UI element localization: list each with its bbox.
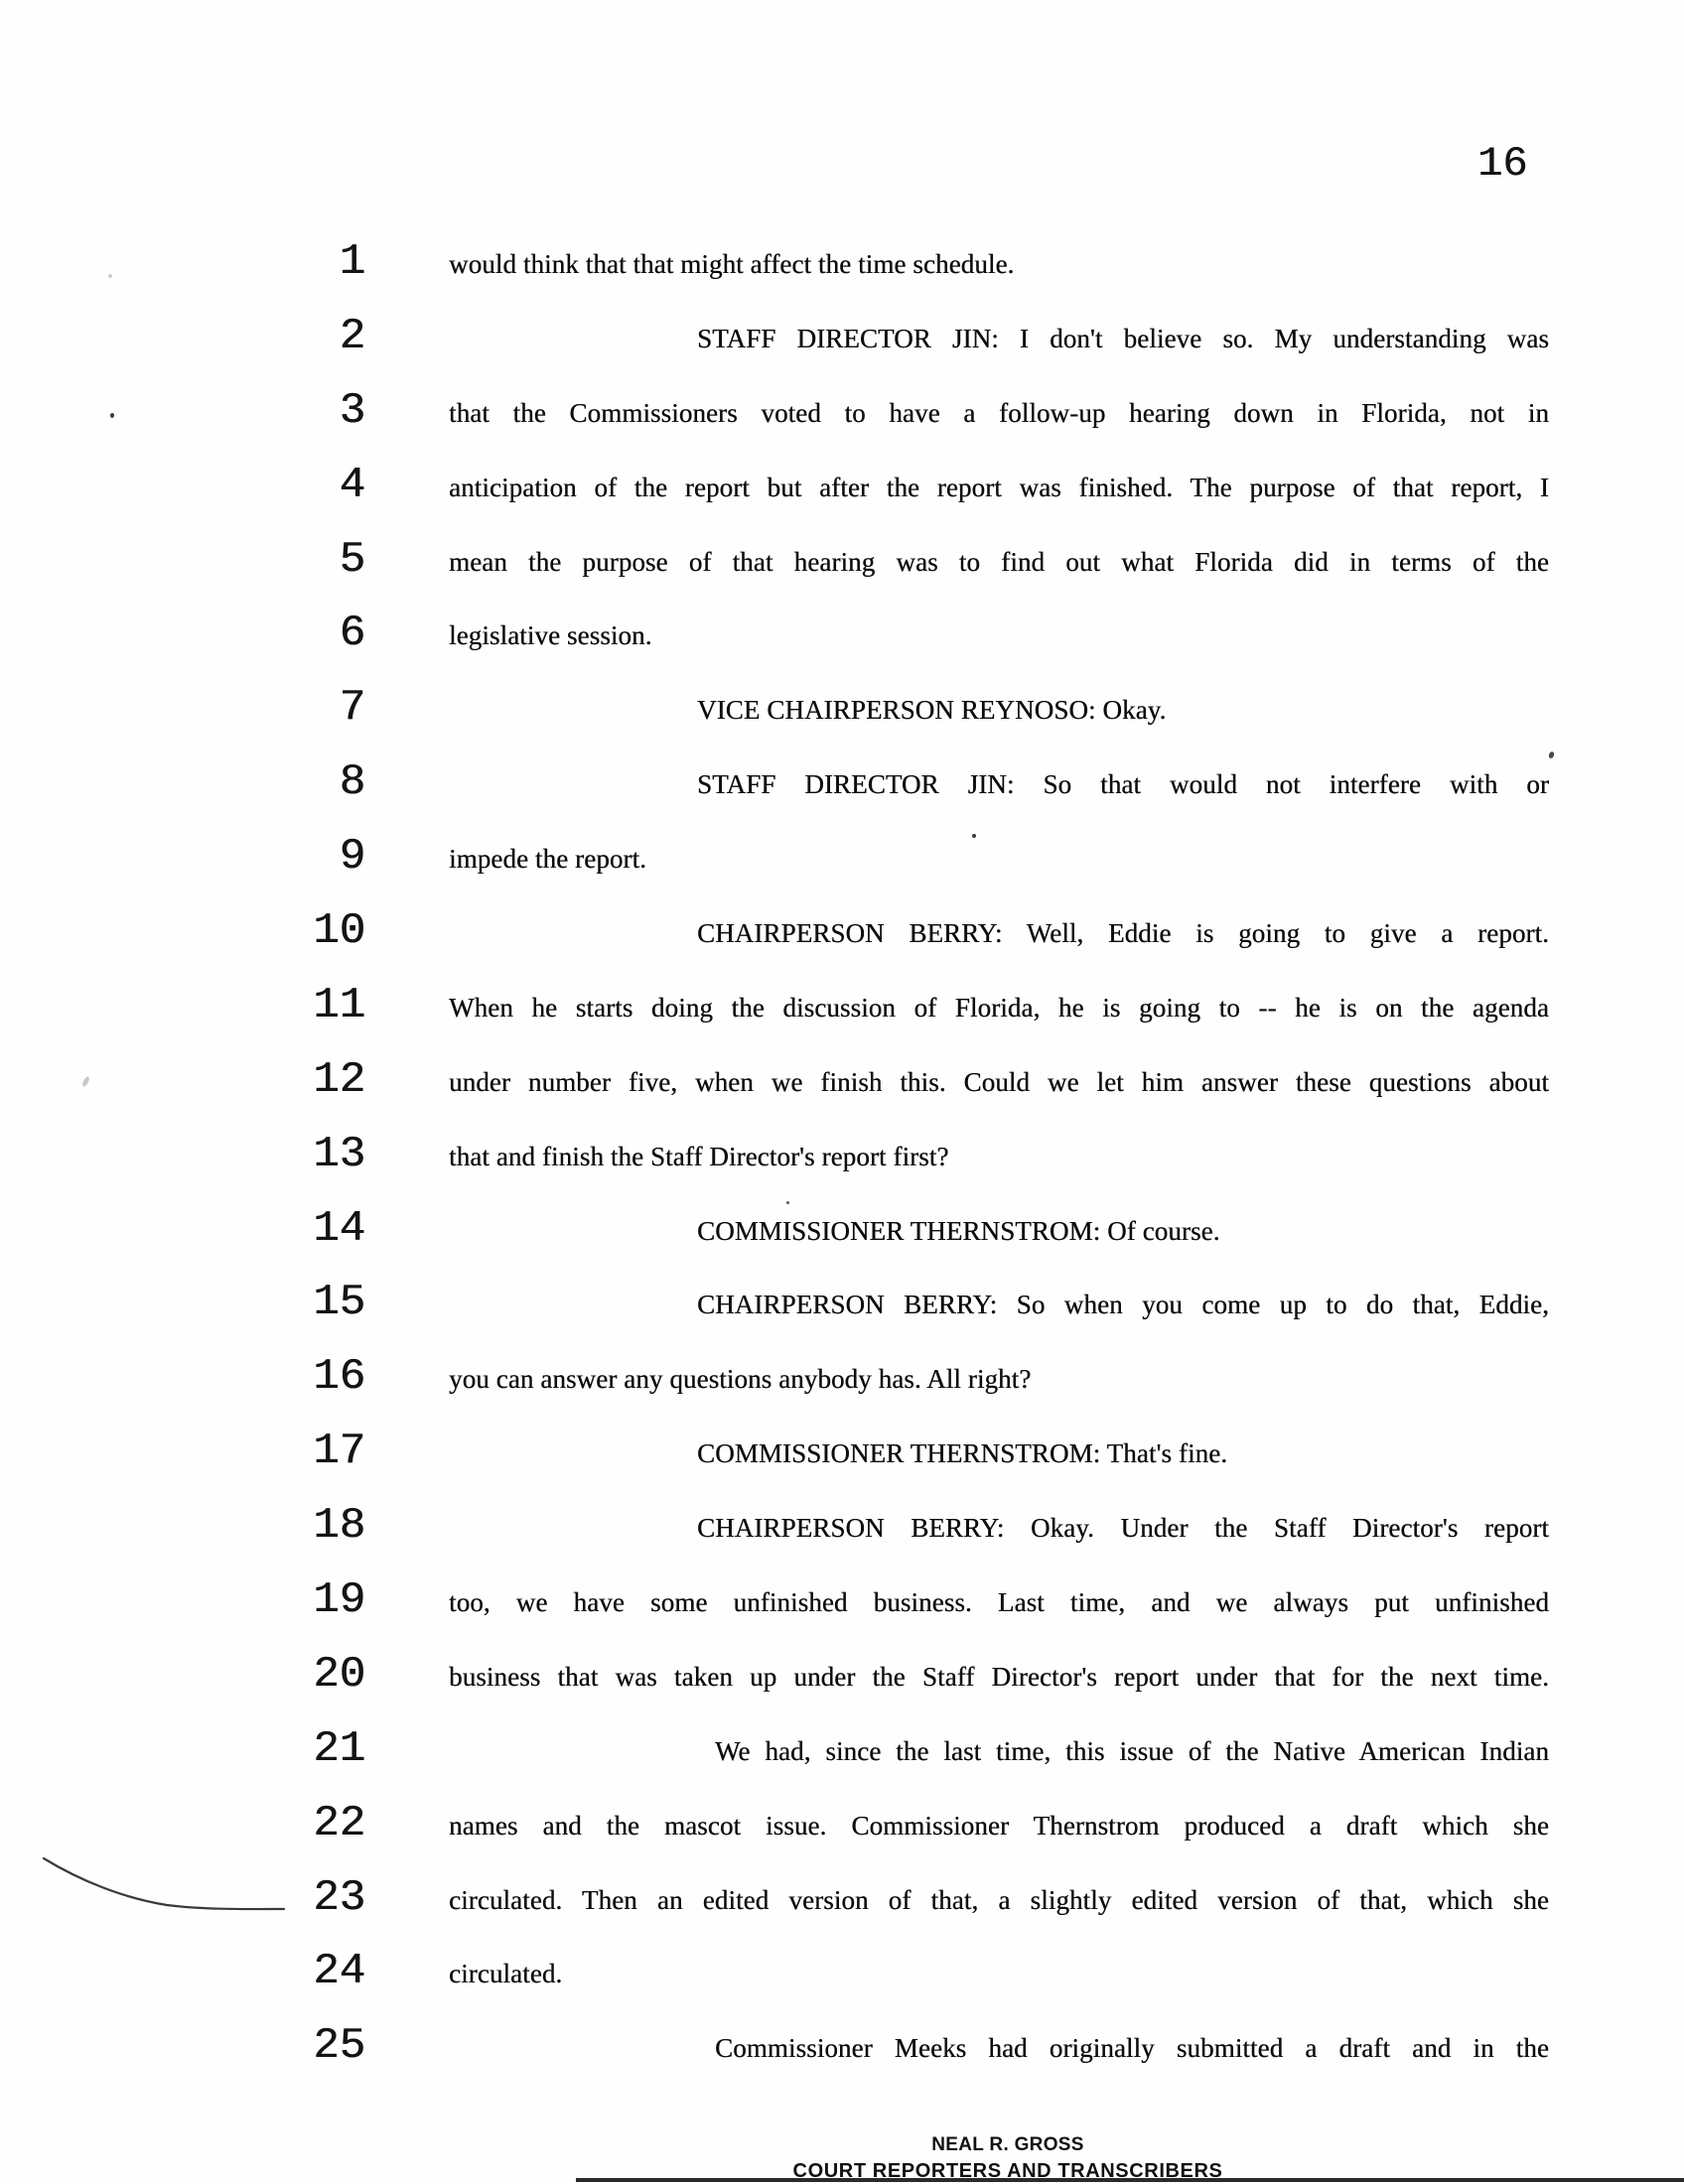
- transcript-line: [0, 1427, 1684, 1509]
- transcript-line: [0, 237, 1684, 320]
- scan-speck: [786, 1201, 789, 1204]
- line-text: anticipation of the report but after the report was finished. The purpose of that report, I: [449, 472, 1549, 502]
- line-text: that the Commissioners voted to have a follow-up hearing down in Florida, not in: [449, 397, 1549, 428]
- transcript-line: [0, 1947, 1684, 2029]
- line-number: 3: [339, 385, 365, 436]
- transcript-line: [0, 609, 1684, 691]
- line-number: 25: [313, 2021, 365, 2072]
- line-text: mean the purpose of that hearing was to find out what Florida did in terms of the: [449, 546, 1549, 577]
- line-text: you can answer any questions anybody has. All right?: [449, 1364, 1032, 1395]
- line-text: would think that that might affect the time schedule.: [449, 249, 1015, 279]
- transcript-line: [0, 906, 1684, 989]
- scan-speck: [972, 834, 976, 838]
- line-text: STAFF DIRECTOR JIN: I don't believe so. My understanding was: [697, 323, 1549, 353]
- scan-speck: [108, 274, 112, 278]
- line-number: 5: [339, 534, 365, 585]
- line-text: COMMISSIONER THERNSTROM: Of course.: [697, 1215, 1220, 1246]
- line-text: CHAIRPERSON BERRY: So when you come up to do that, Eddie,: [697, 1290, 1549, 1320]
- line-number: 20: [313, 1649, 365, 1700]
- transcript-line: [0, 1054, 1684, 1138]
- line-text: STAFF DIRECTOR JIN: So that would not interfere with or: [697, 769, 1549, 800]
- line-number: 15: [313, 1278, 365, 1328]
- line-text: business that was taken up under the Staff Director's report under that for the next time.: [449, 1661, 1549, 1692]
- line-number: 8: [339, 757, 365, 808]
- footer: [591, 2134, 1425, 2183]
- transcript-line: [0, 2021, 1684, 2104]
- line-text: COMMISSIONER THERNSTROM: That's fine.: [697, 1438, 1228, 1469]
- line-number: 13: [313, 1129, 365, 1179]
- transcript-line: [0, 534, 1684, 617]
- line-text: circulated. Then an edited version of that, a slightly edited version of that, which she: [449, 1884, 1549, 1915]
- line-text: When he starts doing the discussion of Florida, he is going to -- he is on the agenda: [449, 992, 1549, 1023]
- line-number: 24: [313, 1947, 365, 1997]
- pen-mark-artifact: [28, 1848, 306, 1928]
- line-number: 7: [339, 683, 365, 734]
- transcript-line: [0, 1575, 1684, 1658]
- transcript-line: [0, 683, 1684, 765]
- transcript-body: [0, 237, 1684, 2104]
- line-number: 16: [313, 1352, 365, 1403]
- line-text: Commissioner Meeks had originally submitted a draft and in the: [715, 2033, 1549, 2064]
- footer-company-name: NEAL R. GROSS: [931, 2134, 1084, 2155]
- transcript-line: [0, 1352, 1684, 1434]
- line-number: 17: [313, 1427, 365, 1477]
- line-text: CHAIRPERSON BERRY: Okay. Under the Staff Director's report: [697, 1513, 1549, 1544]
- transcript-line: [0, 385, 1684, 469]
- line-text: names and the mascot issue. Commissioner Thernstrom produced a draft which she: [449, 1810, 1549, 1841]
- scan-speck: [110, 413, 114, 418]
- line-number: 2: [339, 311, 365, 361]
- line-text: circulated.: [449, 1959, 563, 1989]
- line-number: 11: [313, 980, 365, 1030]
- line-number: 9: [339, 832, 365, 883]
- transcript-line: [0, 757, 1684, 840]
- transcript-line: [0, 1649, 1684, 1732]
- line-text: under number five, when we finish this. Could we let him answer these questions about: [449, 1066, 1549, 1097]
- transcript-line: [0, 980, 1684, 1063]
- transcript-line: [0, 1278, 1684, 1360]
- line-number: 12: [313, 1054, 365, 1105]
- transcript-line: [0, 311, 1684, 394]
- footer-subtitle: COURT REPORTERS AND TRANSCRIBERS: [792, 2160, 1223, 2182]
- transcript-line: [0, 832, 1684, 914]
- transcript-line: [0, 1723, 1684, 1807]
- line-text: impede the report.: [449, 844, 646, 875]
- line-number: 21: [313, 1723, 365, 1774]
- transcript-line: [0, 460, 1684, 543]
- page-number: 16: [1477, 140, 1528, 188]
- transcript-line: [0, 1129, 1684, 1212]
- line-number: 22: [313, 1798, 365, 1848]
- line-number: 14: [313, 1203, 365, 1254]
- line-text: legislative session.: [449, 620, 652, 651]
- line-number: 10: [313, 906, 365, 957]
- line-number: 18: [313, 1501, 365, 1552]
- line-number: 1: [339, 237, 365, 287]
- line-number: 4: [339, 460, 365, 510]
- line-text: that and finish the Staff Director's report first?: [449, 1141, 949, 1171]
- line-text: We had, since the last time, this issue of the Native American Indian: [715, 1735, 1549, 1766]
- line-text: VICE CHAIRPERSON REYNOSO: Okay.: [697, 695, 1167, 726]
- line-text: too, we have some unfinished business. Last time, and we always put unfinished: [449, 1587, 1549, 1618]
- line-text: CHAIRPERSON BERRY: Well, Eddie is going to give a report.: [697, 918, 1549, 949]
- line-number: 6: [339, 609, 365, 659]
- transcript-line: [0, 1203, 1684, 1287]
- transcript-line: [0, 1501, 1684, 1583]
- line-number: 19: [313, 1575, 365, 1626]
- line-number: 23: [313, 1872, 365, 1923]
